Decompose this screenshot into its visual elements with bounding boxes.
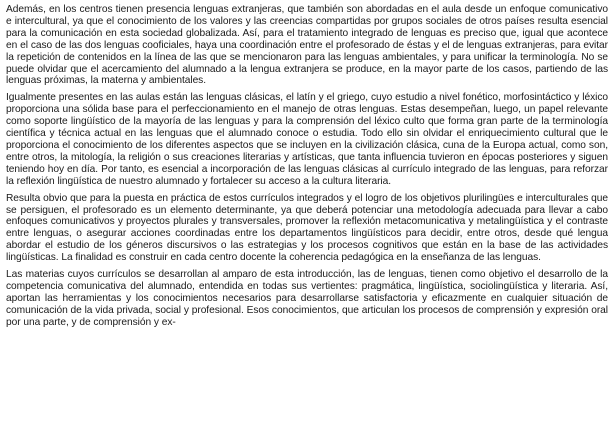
paragraph-subjects: Las materias cuyos currículos se desarrollan al amparo de esta introducción, las de lenguas, tienen como objetivo el desarrollo de la competencia comunicativa del alumnado, entendida en todas sus vertientes: pragmática, lingüística, sociolingüística y literaria. Así, aportan las herramientas y los conocimientos necesarios para desarrollarse satisfactoria y eficazmente en cualquier situación de comunicación de la vida privada, social y profesional. Esos conocimientos, que articulan los procesos de comprensión y expresión oral por una parte, y de comprensión y ex- bbox=[6, 269, 608, 328]
paragraph-classical-languages: Igualmente presentes en las aulas están las lenguas clásicas, el latín y el griego, cuyo estudio a nivel fonético, morfosintáctico y léxico proporciona una sólida base para el perfeccionamiento en el manejo de otras lenguas. Estas desempeñan, luego, un papel relevante como soporte lingüístico de la mayoría de las lenguas y para la comprensión del léxico culto que forma gran parte de la terminología científica y técnica actual en las lenguas que el alumnado conoce o estudia. Todo ello sin olvidar el enriquecimiento cultural que le proporciona el conocimiento de los diferentes aspectos que se incluyen en la civilización clásica, cuna de la Europa actual, como son, entre otros, la mitología, la religión o sus creaciones literarias y artísticas, que tanta influencia tuvieron en épocas posteriores y siguen teniendo hoy en día. Por tanto, es esencial a incorporación de las lenguas clásicas al currículo integrado de las lenguas, para reforzar la reflexión lingüística de nuestro alumnado y fortalecer su acceso a la cultura literaria. bbox=[6, 92, 608, 187]
paragraph-foreign-languages: Además, en los centros tienen presencia lenguas extranjeras, que también son abordadas en el aula desde un enfoque comunicativo e intercultural, ya que el conocimiento de los valores y las creencias compartidas por grupos sociales de otros países resulta esencial para la comunicación en esta sociedad globalizada. Así, para el tratamiento integrado de lenguas es preciso que, igual que acontece en el caso de las dos lenguas cooficiales, haya una coordinación entre el profesorado de éstas y el de lenguas extranjeras, para evitar la repetición de contenidos en la línea de las que se mencionaron para las lenguas ambientales, y para unificar la terminología. No se puede olvidar que el acercamiento del alumnado a la lengua extranjera se produce, en la mayor parte de los casos, partiendo de las lenguas próximas, la materna y ambientales. bbox=[6, 4, 608, 87]
paragraph-teaching-staff: Resulta obvio que para la puesta en práctica de estos currículos integrados y el logro de los objetivos plurilingües e interculturales que se persiguen, el profesorado es un elemento determinante, ya que deberá potenciar una metodología adecuada para llevar a cabo enfoques comunicativos y proyectos plurales y transversales, promover la reflexión metacomunicativa y metalingüística y el contraste entre lenguas, o asegurar acciones coordinadas entre los departamentos lingüísticos para decidir, entre otros, desde qué lengua abordar el estudio de los géneros discursivos o las estrategias y los procesos cognitivos que están en la base de las actividades lingüísticas. La finalidad es construir en cada centro docente la coherencia pedagógica en la enseñanza de las lenguas. bbox=[6, 192, 608, 264]
